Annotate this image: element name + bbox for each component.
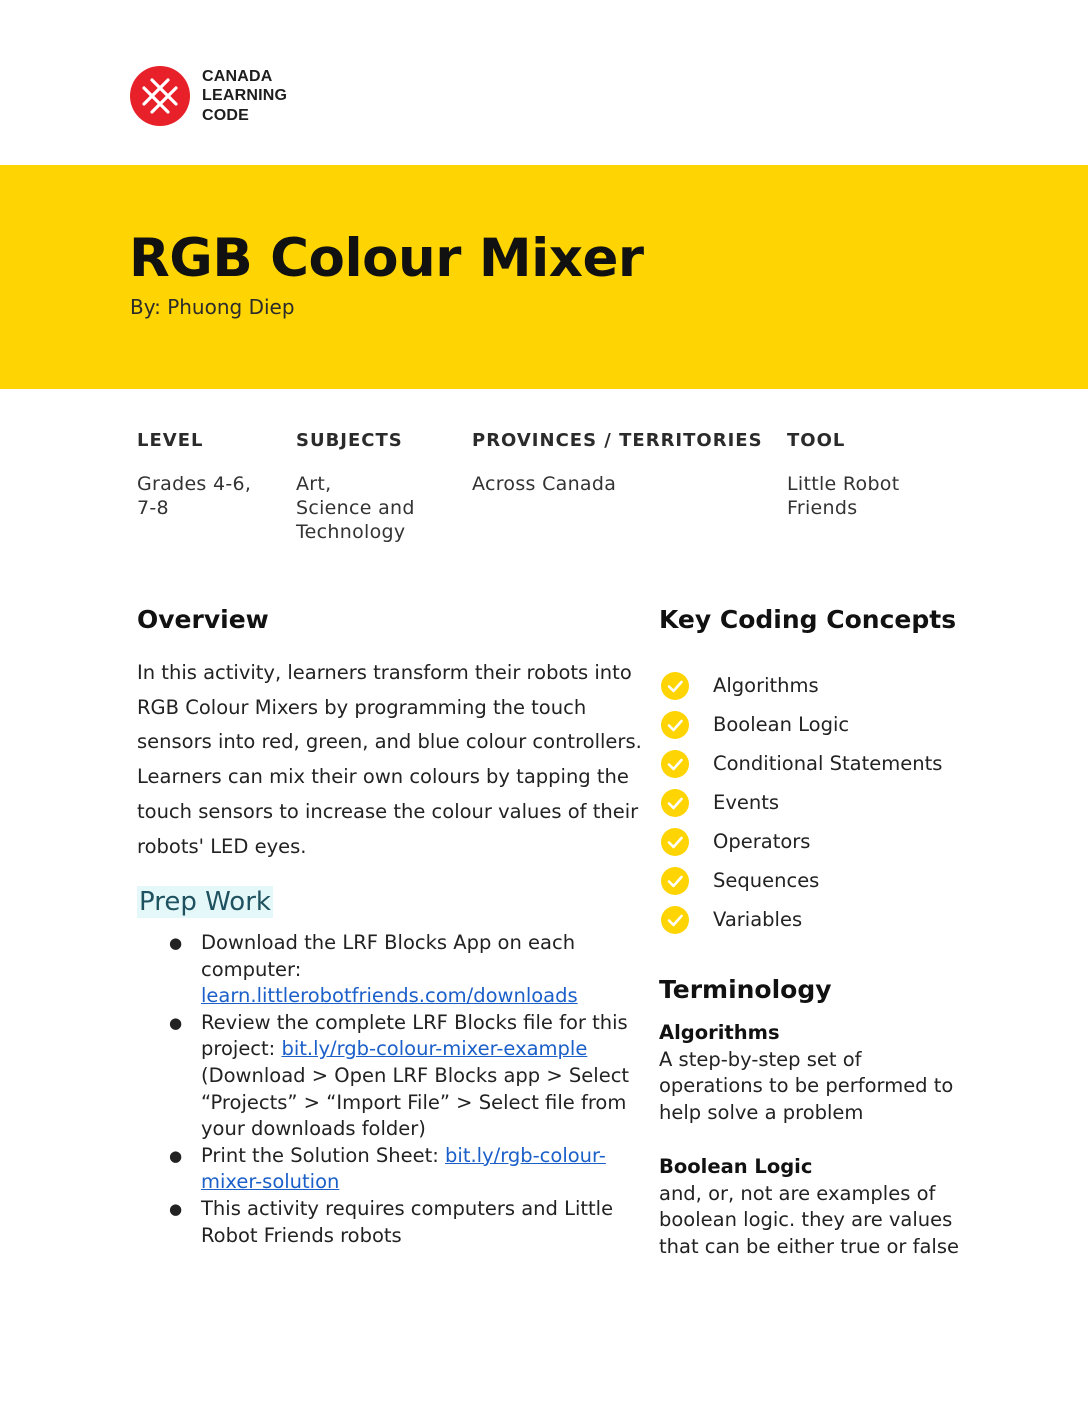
bullet-icon: ● <box>169 1013 183 1032</box>
concept-item <box>660 900 942 939</box>
meta-heading: PROVINCES / TERRITORIES <box>472 430 763 451</box>
checkmark-icon <box>660 827 690 857</box>
example-file-link[interactable]: bit.ly/rgb-colour-mixer-example <box>281 1037 588 1061</box>
concept-item <box>660 666 942 705</box>
meta-tool <box>787 430 899 520</box>
concept-label: Algorithms <box>713 674 819 697</box>
canada-learning-code-logo-icon <box>130 66 190 126</box>
meta-line: Science and <box>296 497 415 519</box>
bullet-icon: ● <box>169 934 183 952</box>
meta-line: 7-8 <box>137 497 169 519</box>
bullet-icon: ● <box>169 1199 183 1218</box>
checkmark-icon <box>660 866 690 896</box>
list-item <box>165 1010 645 1143</box>
concept-label: Operators <box>713 830 811 853</box>
list-item-text: (Download > Open LRF Blocks app > Select “Projects” > “Import File” > Select file from your downloads folder) <box>201 1063 630 1141</box>
meta-line: Grades 4-6, <box>137 473 252 495</box>
concept-label: Sequences <box>713 869 820 892</box>
checkmark-icon <box>660 710 690 740</box>
meta-provinces <box>472 430 763 496</box>
concept-item <box>660 744 942 783</box>
list-item <box>165 1196 645 1249</box>
term-name: Algorithms <box>659 1021 780 1044</box>
prep-work-list <box>165 930 645 1249</box>
meta-line: Little Robot <box>787 473 900 495</box>
concept-item <box>660 783 942 822</box>
concept-label: Variables <box>713 908 803 931</box>
list-item-text: Review the complete LRF Blocks file for this project: <box>201 1010 628 1061</box>
meta-heading: TOOL <box>787 430 846 451</box>
checkmark-icon <box>660 905 690 935</box>
list-item-text: Download the LRF Blocks App on each computer: <box>201 931 576 981</box>
brand-logo <box>130 66 287 126</box>
overview-heading: Overview <box>137 605 269 634</box>
author-byline: By: Phuong Diep <box>130 295 295 319</box>
term-entry-boolean-logic <box>659 1154 959 1260</box>
list-item-text: This activity requires computers and Little Robot Friends robots <box>201 1196 614 1247</box>
meta-value <box>787 472 899 520</box>
meta-level <box>137 430 251 520</box>
logo-wordmark: CANADA LEARNING CODE <box>202 67 288 124</box>
term-definition: and, or, not are examples of boolean logic. they are values that can be either true or false <box>659 1181 959 1258</box>
checkmark-icon <box>660 671 690 701</box>
meta-line: Technology <box>296 521 406 543</box>
term-name: Boolean Logic <box>659 1155 813 1178</box>
prep-work-heading: Prep Work <box>139 887 271 917</box>
page-title: RGB Colour Mixer <box>129 228 644 289</box>
meta-line: Friends <box>787 497 858 519</box>
concept-item <box>660 822 942 861</box>
downloads-link[interactable]: learn.littlerobotfriends.com/downloads <box>201 984 578 1008</box>
terminology-heading: Terminology <box>659 975 832 1004</box>
solution-sheet-link[interactable]: bit.ly/rgb-colour-mixer-solution <box>201 1143 606 1194</box>
meta-heading: SUBJECTS <box>296 430 403 451</box>
concept-item <box>660 861 942 900</box>
meta-value <box>296 472 415 544</box>
meta-heading: LEVEL <box>137 430 204 451</box>
meta-line: Across Canada <box>472 473 617 495</box>
checkmark-icon <box>660 749 690 779</box>
concept-label: Boolean Logic <box>713 713 850 736</box>
key-concepts-list <box>660 666 942 939</box>
list-item <box>165 930 645 1010</box>
meta-value <box>137 472 251 520</box>
meta-value <box>472 472 763 496</box>
concept-label: Events <box>713 791 780 814</box>
checkmark-icon <box>660 788 690 818</box>
overview-paragraph: In this activity, learners transform their robots into RGB Colour Mixers by programming the touch sensors into red, green, and blue colour controllers. Learners can mix their own colours by tapping the touch sensors to increase the colour values of their robots' LED eyes. <box>137 661 642 858</box>
list-item <box>165 1143 645 1196</box>
term-definition: A step-by-step set of operations to be performed to help solve a problem <box>659 1047 954 1124</box>
concept-label: Conditional Statements <box>713 752 943 775</box>
meta-line: Art, <box>296 473 332 495</box>
bullet-icon: ● <box>169 1146 183 1165</box>
list-item-text: Print the Solution Sheet: <box>201 1143 446 1167</box>
term-entry-algorithms <box>659 1020 959 1126</box>
meta-subjects <box>296 430 415 544</box>
key-concepts-heading: Key Coding Concepts <box>659 605 957 634</box>
concept-item <box>660 705 942 744</box>
